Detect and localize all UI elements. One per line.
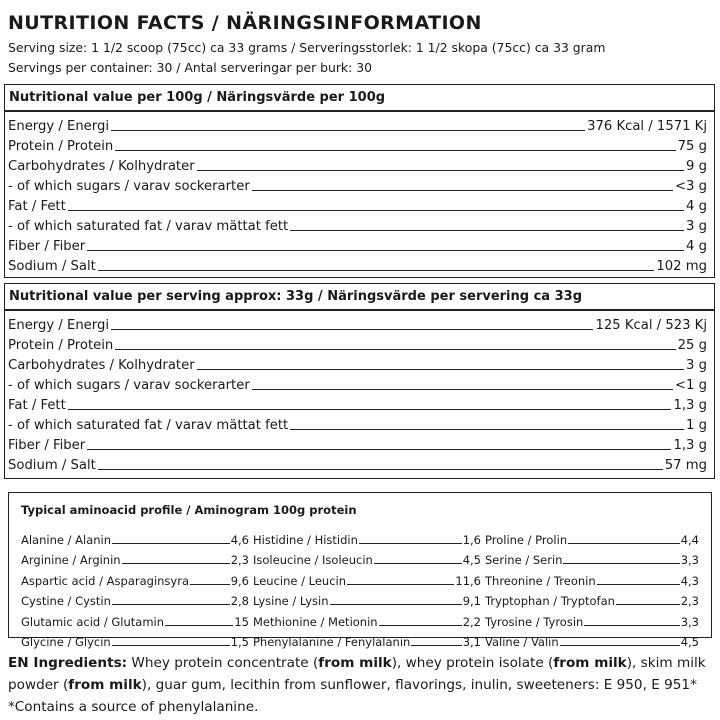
amino-row: Alanine / Alanin 4,6 (21, 532, 249, 547)
nutrient-row: Fat / Fett 1,3 g (8, 398, 707, 413)
amino-row: Isoleucine / Isoleucin 4,5 (253, 553, 481, 567)
nutrient-row: - of which sugars / varav sockerarter <3 g (8, 179, 707, 194)
amino-row: Lysine / Lysin 9,1 (253, 594, 481, 608)
serving-size: Serving size: 1 1/2 scoop (75cc) ca 33 grams / Serveringsstorlek: 1 1/2 skopa (75cc) ca 33 gram (8, 40, 606, 55)
amino-row: Leucine / Leucin 11,6 (253, 573, 481, 588)
nutrient-row: Sodium / Salt 57 mg (8, 458, 707, 473)
nutrient-row: Carbohydrates / Kolhydrater 9 g (8, 159, 707, 174)
amino-column-1 (21, 526, 249, 649)
amino-row: Tyrosine / Tyrosin 3,3 (485, 614, 699, 629)
amino-heading: Typical aminoacid profile / Aminogram 100g protein (21, 503, 357, 517)
ingredients-heading: EN Ingredients: (8, 655, 128, 671)
amino-column-3 (485, 526, 699, 649)
divider (5, 110, 714, 112)
amino-profile-box (8, 492, 712, 649)
servings-per-container: Servings per container: 30 / Antal serveringar per burk: 30 (8, 60, 372, 75)
amino-row: Glycine / Glycin 1,5 (21, 635, 249, 649)
amino-row: Serine / Serin 3,3 (485, 553, 699, 567)
nutrient-row: Energy / Energi 125 Kcal / 523 Kj (8, 318, 707, 333)
ingredients-text: EN Ingredients: Whey protein concentrate (from milk), whey protein isolate (from milk), skim milk powder (from milk), guar gum, lecithin from sunflower, flavorings, inulin, sweeteners: E 950, E 951* *Contains a source of phenylalanine. (8, 655, 706, 715)
nutrient-row: - of which saturated fat / varav mättat fett 3 g (8, 219, 707, 234)
amino-row: Aspartic acid / Asparaginsyra 9,6 (21, 573, 249, 588)
divider (5, 309, 714, 311)
amino-row: Phenylalanine / Fenylalanin 3,1 (253, 635, 481, 649)
amino-row: Arginine / Arginin 2,3 (21, 553, 249, 567)
amino-row: Proline / Prolin 4,4 (485, 532, 699, 547)
amino-row: Threonine / Treonin 4,3 (485, 573, 699, 588)
label-title: NUTRITION FACTS / NÄRINGSINFORMATION (8, 12, 482, 34)
nutrient-row: Protein / Protein 25 g (8, 338, 707, 353)
amino-row: Histidine / Histidin 1,6 (253, 532, 481, 547)
nutrient-row: Fiber / Fiber 4 g (8, 239, 707, 254)
amino-row: Cystine / Cystin 2,8 (21, 594, 249, 608)
amino-column-2 (253, 526, 481, 649)
amino-row: Valine / Valin 4,5 (485, 635, 699, 649)
amino-row: Tryptophan / Tryptofan 2,3 (485, 594, 699, 608)
nutrient-row: Fiber / Fiber 1,3 g (8, 438, 707, 453)
per-serving-heading: Nutritional value per serving approx: 33g / Näringsvärde per servering ca 33g (9, 289, 582, 304)
nutrient-row: Energy / Energi 376 Kcal / 1571 Kj (8, 119, 707, 134)
nutrient-row: Sodium / Salt 102 mg (8, 259, 707, 274)
nutrient-row: - of which sugars / varav sockerarter <1 g (8, 378, 707, 393)
nutrient-row: Fat / Fett 4 g (8, 199, 707, 214)
nutrient-row: Carbohydrates / Kolhydrater 3 g (8, 358, 707, 373)
nutrient-row: Protein / Protein 75 g (8, 139, 707, 154)
per-100g-heading: Nutritional value per 100g / Näringsvärde per 100g (9, 90, 386, 105)
amino-row: Glutamic acid / Glutamin 15 (21, 614, 249, 629)
nutrient-row: - of which saturated fat / varav mättat fett 1 g (8, 418, 707, 433)
amino-row: Methionine / Metionin 2,2 (253, 614, 481, 629)
